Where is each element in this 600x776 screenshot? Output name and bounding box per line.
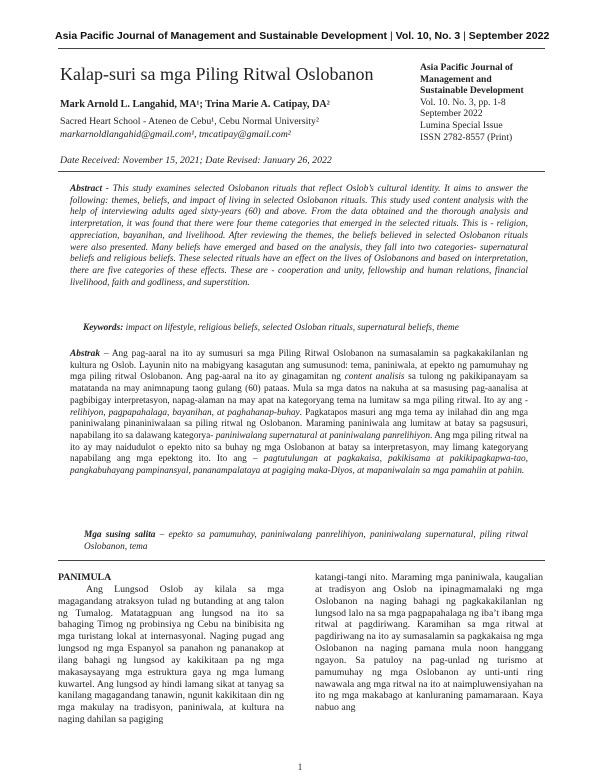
abstract-text: This study examines selected Oslobanon rituals that reflect Oslob’s cultural identity. It aims to answer the following: themes, beliefs, and impact of living in selected Oslobanon rituals. This study used content analysis with the help of interviewing adults aged sixty-years (60) and above. From the data obtained and the thorough analysis and interpretation, it was found that there were four theme categories that emerged in the selected rituals. This is - religion, appreciation, bayanihan, and livelihood. After reviewing the themes, the beliefs believed in selected Oslobanon rituals were also presented. Many beliefs have emerged and based on the analysis, they fall into two categories- supernatural beliefs and religious beliefs. These selected rituals have an effect on the lives of Oslobanons and based on interpretation, there are five categories of these effects. These are - cooperation and unity, fellowship and human relations, financial livelihood, faith and godliness, and superstition. [70, 184, 528, 288]
abstrak-text-italic: pagtutulungan at pagkakaisa, pakikisama at pakikipagkapwa-tao, pangkabuhayang pampinansyal, pananampalataya at pagiging maka-Diyos, at mapaniwalain sa mga pamahiin at pahiin. [70, 454, 528, 477]
running-head-separator: | [463, 30, 466, 42]
keywords-text: impact on lifestyle, religious beliefs, selected Osloban rituals, supernatural beliefs, theme [125, 323, 459, 333]
body-top-rule [58, 560, 545, 561]
abstract-filipino [70, 349, 528, 478]
journal-info-box [420, 62, 545, 143]
body-paragraph: katangi-tangi nito. Maraming mga paniniwala, kaugalian at tradisyon ang Oslob na ipinagmamalaki ng mga Oslobanon na naging bahagi ng pagkakakilanlan ng lungsod lalo na sa mga pagpapahalaga ng iba’t ibang mga ritwal at pagdiriwang. Karamihan sa mga ritwal at pagdiriwang na ito ay sumasalamin sa pagkakaisa ng mga Oslobanon na naging pamana mula noon hanggang ngayon. Sa patuloy na pag-unlad ng turismo at pamumuhay ng mga Oslobanon ay unti-unti ring nawawala ang mga ritwal na ito at naimpluwensiyahan na ito ng mga makabago at kanluraning pamamaraan. Kaya nabuo ang [315, 572, 543, 714]
abstrak-text: . Pagkatapos masuri ang mga tema ay inilahad din ang mga paniniwalang pinaniniwalaan sa piling ritwal ng Oslobanon. Maraming paniniwala ang lumitaw at batay sa pagsusuri, napabilang ito sa dalawang kategorya- [70, 407, 528, 441]
journal-name-line: Asia Pacific Journal of [420, 62, 513, 73]
journal-name-line: Management and [420, 73, 492, 85]
abstract-english [70, 184, 528, 289]
article-dates: Date Received: November 15, 2021; Date Revised: January 26, 2022 [60, 155, 332, 166]
abstract-top-rule [58, 171, 545, 172]
abstrak-label: Abstrak [70, 349, 100, 359]
mga-susing-salita-text: – epekto sa pamumuhay, paniniwalang panrelihiyon, paniniwalang supernatural, piling ritwal Oslobanon, tema [84, 530, 528, 552]
abstrak-text-italic: paniniwalang supernatural at paniniwalang panrelihiyon [215, 430, 431, 441]
affiliations: Sacred Heart School - Ateneo de Cebu¹, Cebu Normal University² [60, 116, 319, 127]
running-head-journal: Asia Pacific Journal of Management and Sustainable Development [55, 30, 388, 42]
abstrak-text: sa tulong ng pakikipanayam sa matatanda na may animnapung taong gulang (60) pataas. Mula sa mga datos na nakuha at sa masusing pag-aanalisa at pagbibigay interpretasyon, napag-alaman na may apat na kategoryang tema na lumitaw sa mga piling ritwal. Ito ay ang - [70, 372, 528, 406]
running-head [55, 30, 550, 42]
running-head-date: September 2022 [468, 30, 550, 42]
authors: Mark Arnold L. Langahid, MA¹; Trina Marie A. Catipay, DA² [60, 99, 330, 110]
journal-issn: ISSN 2782-8557 (Print) [420, 131, 513, 143]
journal-name-line: Sustainable Development [420, 85, 524, 97]
journal-special-issue: Lumina Special Issue [420, 119, 503, 131]
article-title: Kalap-suri sa mga Piling Ritwal Oslobanon [60, 64, 374, 84]
body-paragraph: Ang Lungsod Oslob ay kilala sa mga magagandang atraksyon tulad ng butanding at ang talon ng Tumalog. Matatagpuan ang lungsod na ito sa bahaging Timog ng probinsiya ng Cebu na binibisita ng mga turistang lokal at internasyonal. Naging pugad ang lungsod ng mga Espanyol sa panahon ng pananakop at ilang bahagi ng lungsod ay kakikitaan pa ng mga makasaysayang mga estruktura gaya ng mga lumang kuwartel. Ang lungsod ay hindi lamang sikat at tanyag sa kanilang magagandang tanawin, ngunit kakikitaan din ng mga makulay na tradisyon, paniniwala, at kultura na naging dahilan sa pagiging [58, 583, 284, 726]
mga-susing-salita [84, 530, 528, 553]
header-rule [58, 48, 545, 49]
body-column-right [315, 572, 543, 714]
abstrak-text: – Ang pag-aaral na ito ay sumusuri sa mga Piling Ritwal Oslobanon na sumasalamin sa pagkakakilanlan ng kultura ng Oslob. Layunin nito na mabigyang kasagutan ang sumusunod: tema, paniniwala, at epekto ng pamumuhay ng mga piling ritwal Oslobanon. Ang pag-aaral na ito ay ginagamitan ng [70, 349, 528, 383]
abstrak-text-italic: relihiyon, pagpapahalaga, bayanihan, at paghahanap-buhay [70, 407, 300, 418]
page-number: 1 [297, 762, 303, 772]
keywords-label: Keywords: [83, 323, 124, 333]
running-head-volume: Vol. 10, No. 3 [395, 30, 461, 42]
abstrak-text-italic: content analisis [344, 372, 405, 383]
journal-volume-pages: Vol. 10. No. 3, pp. 1-8 [420, 96, 506, 108]
author-emails: markarnoldlangahid@gmail.com¹, tmcatipay@gmail.com² [60, 129, 291, 140]
journal-issue-date: September 2022 [420, 108, 483, 120]
section-heading: PANIMULA [58, 572, 112, 583]
abstrak-text: . Ang mga piling ritwal na ito ay may naidudulot o epekto nito sa buhay ng mga Oslobanon at batay sa interpretasyon, may limang kategoryang napabilang ang mga epektong ito. Ito ang – [70, 430, 529, 465]
running-head-separator: | [389, 30, 393, 42]
abstract-label: Abstract - [70, 184, 109, 194]
body-column-left [58, 572, 284, 726]
mga-susing-salita-label: Mga susing salita [84, 530, 156, 540]
keywords [83, 323, 528, 333]
